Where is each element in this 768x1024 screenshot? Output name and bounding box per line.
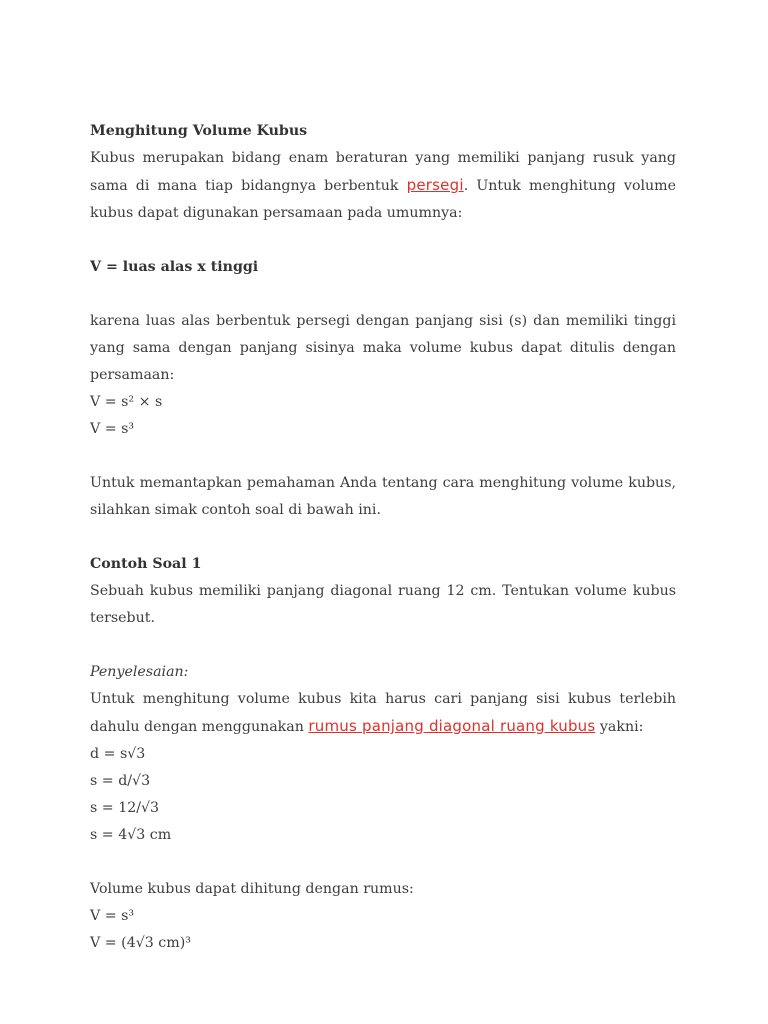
persegi-link[interactable]: persegi [406, 176, 464, 194]
diagonal-formula-link[interactable]: rumus panjang diagonal ruang kubus [308, 717, 596, 735]
solution-paragraph [90, 686, 676, 741]
volume-step: V = s³ [90, 908, 135, 924]
solution-step: s = 12/√3 [90, 800, 160, 816]
solution-step: d = s√3 [90, 746, 146, 762]
solution-label: Penyelesaian: [90, 664, 189, 680]
volume-intro: Volume kubus dapat dihitung dengan rumus: [90, 881, 414, 897]
example-heading: Contoh Soal 1 [90, 556, 202, 572]
spacer [90, 632, 676, 659]
solution-step: s = d/√3 [90, 773, 151, 789]
spacer [90, 849, 676, 876]
formula-line: V = s³ [90, 421, 135, 437]
closing-paragraph: Untuk memantapkan pemahaman Anda tentang cara menghitung volume kubus, silahkan simak contoh soal di bawah ini. [90, 475, 676, 518]
spacer [90, 443, 676, 470]
solution-text-1: Untuk menghitung volume kubus kita harus cari panjang sisi kubus terlebih dahulu dengan menggunakan [90, 691, 676, 735]
intro-paragraph [90, 145, 676, 227]
volume-step: V = (4√3 cm)³ [90, 935, 191, 951]
intro-text-2: . Untuk menghitung volume kubus dapat digunakan persamaan pada umumnya: [90, 178, 677, 221]
document-page [90, 118, 676, 957]
example-question: Sebuah kubus memiliki panjang diagonal ruang 12 cm. Tentukan volume kubus tersebut. [90, 583, 676, 626]
section-heading: Menghitung Volume Kubus [90, 123, 308, 139]
formula-line: V = s² × s [90, 394, 163, 410]
spacer [90, 524, 676, 551]
solution-step: s = 4√3 cm [90, 827, 172, 843]
explanation-paragraph: karena luas alas berbentuk persegi dengan panjang sisi (s) dan memiliki tinggi yang sama dengan panjang sisinya maka volume kubus dapat ditulis dengan persamaan: [90, 313, 676, 383]
solution-text-2: yakni: [595, 719, 644, 735]
intro-text-1: Kubus merupakan bidang enam beraturan yang memiliki panjang rusuk yang sama di mana tiap bidangnya berbentuk [90, 150, 676, 194]
spacer [90, 227, 676, 254]
general-formula: V = luas alas x tinggi [90, 259, 259, 275]
spacer [90, 281, 676, 308]
